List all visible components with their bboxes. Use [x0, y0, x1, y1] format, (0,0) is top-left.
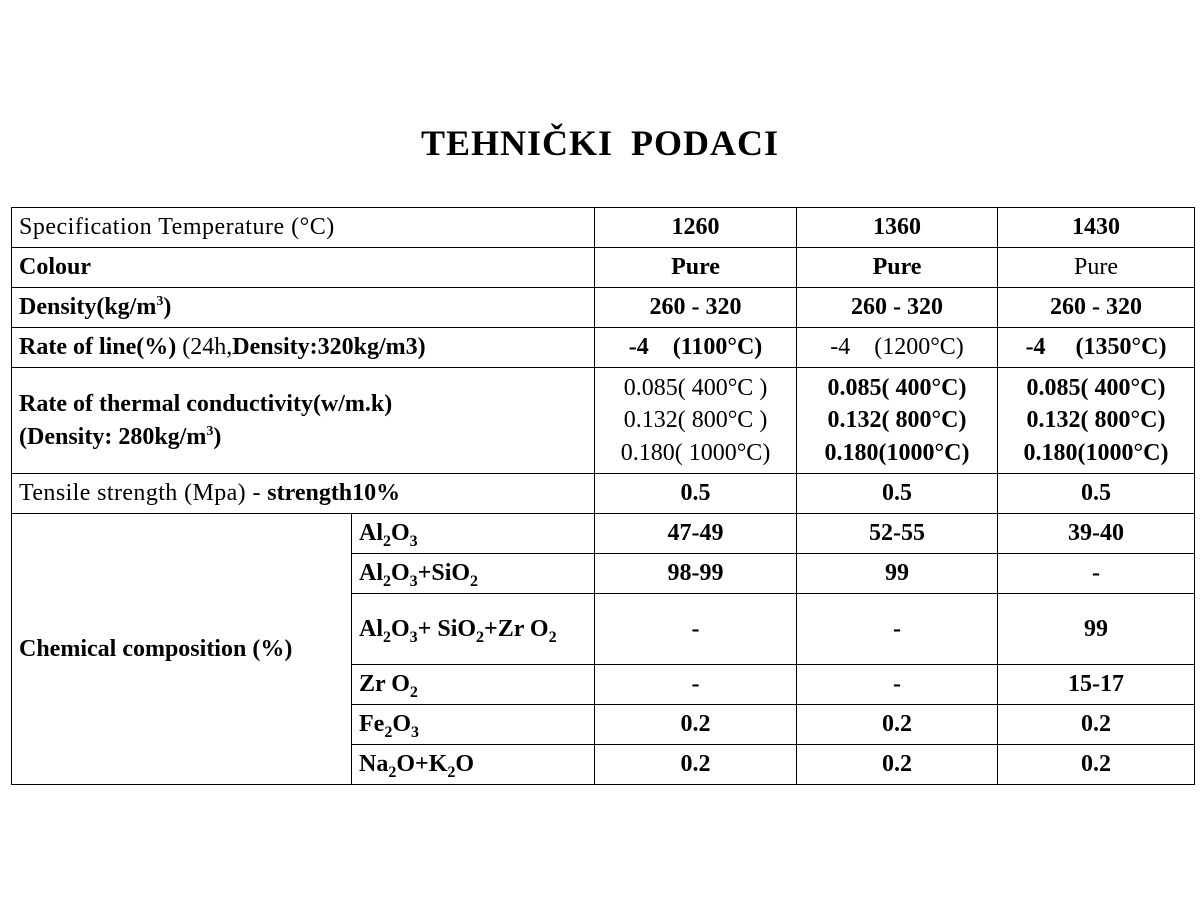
tensile-label-a: Tensile strength (Mpa) -: [19, 480, 268, 507]
density-value-1430: 260 - 320: [998, 288, 1195, 328]
chem-azz-p4: + SiO: [417, 616, 477, 642]
thermal-conductivity-label: [12, 368, 595, 474]
thermal-label-line2-sup: 3: [206, 423, 214, 439]
chem-fe2o3-p0: Fe: [359, 711, 385, 738]
chem-al2o3-sio2-p5: 2: [470, 573, 479, 591]
chem-al2o3-sio2-p3: 3: [409, 573, 418, 591]
chem-al2o3-sio2-p2: O: [391, 560, 410, 587]
chem-al2o3-sio2-p0: Al: [359, 560, 383, 587]
chem-al2o3-1360: 52-55: [797, 514, 998, 554]
thermal-value-1260: [595, 368, 797, 474]
chem-al2o3-p1: 2: [383, 533, 391, 551]
chem-name-al2o3-sio2-zro2: [352, 594, 595, 665]
chem-azz-p6: +Zr O: [484, 616, 549, 642]
rate-of-line-label-a: Rate of line(%): [19, 334, 177, 361]
density-label-close: ): [163, 294, 172, 321]
chem-na2o-k2o-1260: 0.2: [595, 745, 797, 785]
colour-label: Colour: [12, 248, 595, 288]
rate-of-line-row: [12, 328, 1195, 368]
tensile-label-b: strength10%: [267, 480, 401, 507]
thermal-1360-400: 0.085( 400°C): [827, 374, 967, 401]
chem-fe2o3-p3: 3: [410, 724, 419, 742]
grade-1360: 1360: [797, 208, 998, 248]
tensile-value-1260: 0.5: [595, 474, 797, 514]
rate-of-line-value-1430: -4 (1350°C): [998, 328, 1195, 368]
chem-name-al2o3-sio2: [352, 554, 595, 594]
thermal-label-line1: Rate of thermal conductivity(w/m.k): [19, 391, 393, 418]
chem-nako-p4: O: [455, 751, 475, 778]
chem-al2o3-sio2-1260: 98-99: [595, 554, 797, 594]
chem-fe2o3-1260: 0.2: [595, 705, 797, 745]
chem-al2o3-sio2-p4: +SiO: [417, 560, 471, 587]
chem-nako-p0: Na: [359, 751, 389, 778]
thermal-1430-1000: 0.180(1000°C): [1023, 439, 1169, 466]
rate-of-line-label: [12, 328, 595, 368]
chem-al2o3-1260: 47-49: [595, 514, 797, 554]
technical-data-table: [11, 207, 1195, 785]
chem-zro2-p1: 2: [409, 684, 418, 702]
thermal-conductivity-row: [12, 368, 1195, 474]
density-label-sup: 3: [156, 294, 164, 310]
chem-al2o3-1430: 39-40: [998, 514, 1195, 554]
thermal-1260-800: 0.132( 800°C ): [623, 407, 768, 434]
chem-fe2o3-1430: 0.2: [998, 705, 1195, 745]
chem-fe2o3-1360: 0.2: [797, 705, 998, 745]
tensile-strength-row: [12, 474, 1195, 514]
chem-azz-p5: 2: [476, 628, 485, 646]
chem-al2o3-p3: 3: [409, 533, 418, 551]
chem-al2o3-p0: Al: [359, 520, 383, 547]
chem-al2o3-sio2-1360: 99: [797, 554, 998, 594]
chem-zro2-1360: -: [797, 665, 998, 705]
rate-of-line-value-1360: -4 (1200°C): [797, 328, 998, 368]
thermal-label-line2-text: (Density: 280kg/m: [19, 423, 207, 450]
chem-al2o3-sio2-1430: -: [998, 554, 1195, 594]
chem-nako-p2: O+K: [396, 751, 448, 778]
chem-al2o3-sio2-zro2-1360: -: [797, 594, 998, 665]
thermal-1260-400: 0.085( 400°C ): [623, 374, 768, 401]
thermal-1260-1000: 0.180( 1000°C): [620, 439, 771, 466]
thermal-1360-800: 0.132( 800°C): [827, 407, 967, 434]
chem-fe2o3-p2: O: [392, 711, 411, 738]
chem-name-fe2o3: [352, 705, 595, 745]
chem-nako-p1: 2: [388, 764, 397, 782]
colour-value-1430: Pure: [998, 248, 1195, 288]
chem-name-zro2: [352, 665, 595, 705]
thermal-1360-1000: 0.180(1000°C): [824, 439, 970, 466]
chem-azz-p1: 2: [383, 628, 391, 646]
spec-temperature-label: Specification Temperature (°C): [12, 208, 595, 248]
chem-name-na2o-k2o: [352, 745, 595, 785]
chem-row-al2o3: [12, 514, 1195, 554]
density-row: [12, 288, 1195, 328]
chem-al2o3-sio2-zro2-1430: 99: [998, 594, 1195, 665]
grade-1430: 1430: [998, 208, 1195, 248]
density-value-1360: 260 - 320: [797, 288, 998, 328]
chem-name-al2o3: [352, 514, 595, 554]
density-label-text: Density(kg/m: [19, 294, 157, 321]
density-label: [12, 288, 595, 328]
chem-al2o3-p2: O: [391, 520, 410, 547]
thermal-label-line2: [19, 421, 587, 453]
chem-na2o-k2o-1430: 0.2: [998, 745, 1195, 785]
chem-azz-p2: O: [391, 616, 410, 642]
chem-al2o3-sio2-zro2-1260: -: [595, 594, 797, 665]
tensile-value-1360: 0.5: [797, 474, 998, 514]
thermal-label-line2-close: ): [213, 423, 222, 450]
colour-row: [12, 248, 1195, 288]
density-value-1260: 260 - 320: [595, 288, 797, 328]
tensile-strength-label: [12, 474, 595, 514]
chem-zro2-1430: 15-17: [998, 665, 1195, 705]
chem-zro2-1260: -: [595, 665, 797, 705]
thermal-value-1430: [998, 368, 1195, 474]
chem-na2o-k2o-1360: 0.2: [797, 745, 998, 785]
chem-al2o3-sio2-p1: 2: [383, 573, 391, 591]
colour-value-1360: Pure: [797, 248, 998, 288]
rate-of-line-value-1260: -4 (1100°C): [595, 328, 797, 368]
rate-of-line-label-b: (24h,: [176, 334, 233, 361]
rate-of-line-label-c: Density:320kg/m3): [232, 334, 426, 361]
chem-zro2-p0: Zr O: [359, 671, 410, 698]
grade-1260: 1260: [595, 208, 797, 248]
chem-azz-p3: 3: [409, 628, 418, 646]
chem-fe2o3-p1: 2: [384, 724, 393, 742]
tensile-value-1430: 0.5: [998, 474, 1195, 514]
chemical-composition-label: Chemical composition (%): [12, 514, 352, 785]
chem-nako-p3: 2: [447, 764, 456, 782]
thermal-1430-400: 0.085( 400°C): [1026, 374, 1166, 401]
chem-azz-p7: 2: [548, 628, 557, 646]
spec-temperature-row: [12, 208, 1195, 248]
colour-value-1260: Pure: [595, 248, 797, 288]
page-title: TEHNIČKI PODACI: [420, 123, 780, 163]
thermal-1430-800: 0.132( 800°C): [1026, 407, 1166, 434]
chem-azz-p0: Al: [359, 616, 383, 642]
thermal-value-1360: [797, 368, 998, 474]
